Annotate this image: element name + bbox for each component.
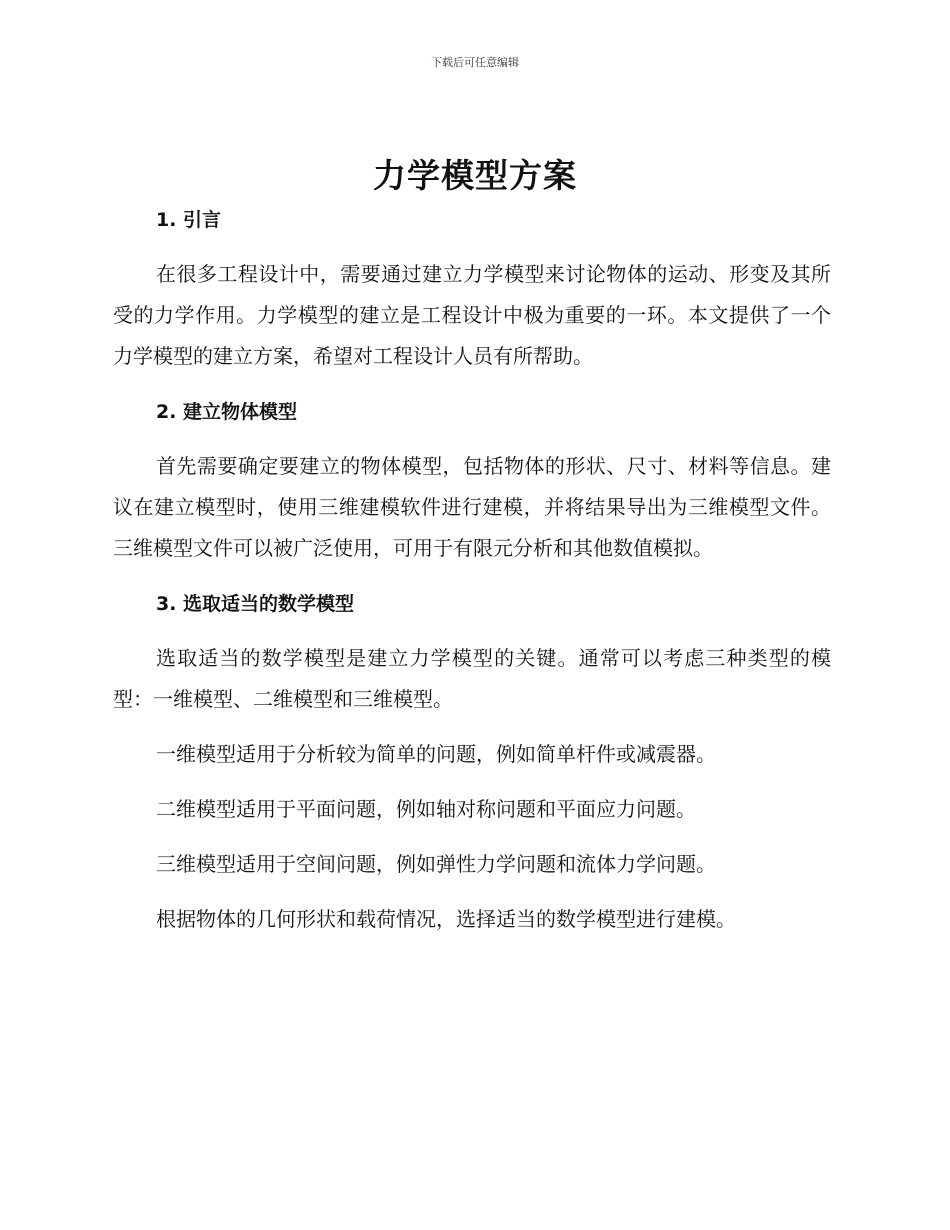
paragraph: 首先需要确定要建立的物体模型，包括物体的形状、尺寸、材料等信息。建议在建立模型时，使用三维建模软件进行建模，并将结果导出为三维模型文件。三维模型文件可以被广泛使用，可用于有限元分析和其他数值模拟。: [113, 454, 831, 560]
section-heading: 3. 选取适当的数学模型: [156, 593, 355, 615]
section-heading: 1. 引言: [156, 209, 222, 231]
paragraph: 二维模型适用于平面问题，例如轴对称问题和平面应力问题。: [156, 797, 696, 821]
paragraph: 一维模型适用于分析较为简单的问题，例如简单杆件或减震器。: [156, 742, 716, 766]
section-introduction: [113, 200, 831, 377]
page-header-note: 下载后可任意编辑: [431, 56, 519, 69]
section-math-model: [113, 584, 831, 940]
document-title: 力学模型方案: [373, 156, 577, 195]
paragraph: 选取适当的数学模型是建立力学模型的关键。通常可以考虑三种类型的模型：一维模型、二维模型和三维模型。: [113, 646, 831, 711]
paragraph: 在很多工程设计中，需要通过建立力学模型来讨论物体的运动、形变及其所受的力学作用。力学模型的建立是工程设计中极为重要的一环。本文提供了一个力学模型的建立方案，希望对工程设计人员有所帮助。: [113, 262, 831, 368]
paragraph: 根据物体的几何形状和载荷情况，选择适当的数学模型进行建模。: [156, 907, 736, 931]
paragraph: 三维模型适用于空间问题，例如弹性力学问题和流体力学问题。: [156, 852, 716, 876]
section-heading: 2. 建立物体模型: [156, 401, 298, 423]
section-object-model: [113, 392, 831, 569]
document-body: [113, 200, 831, 940]
